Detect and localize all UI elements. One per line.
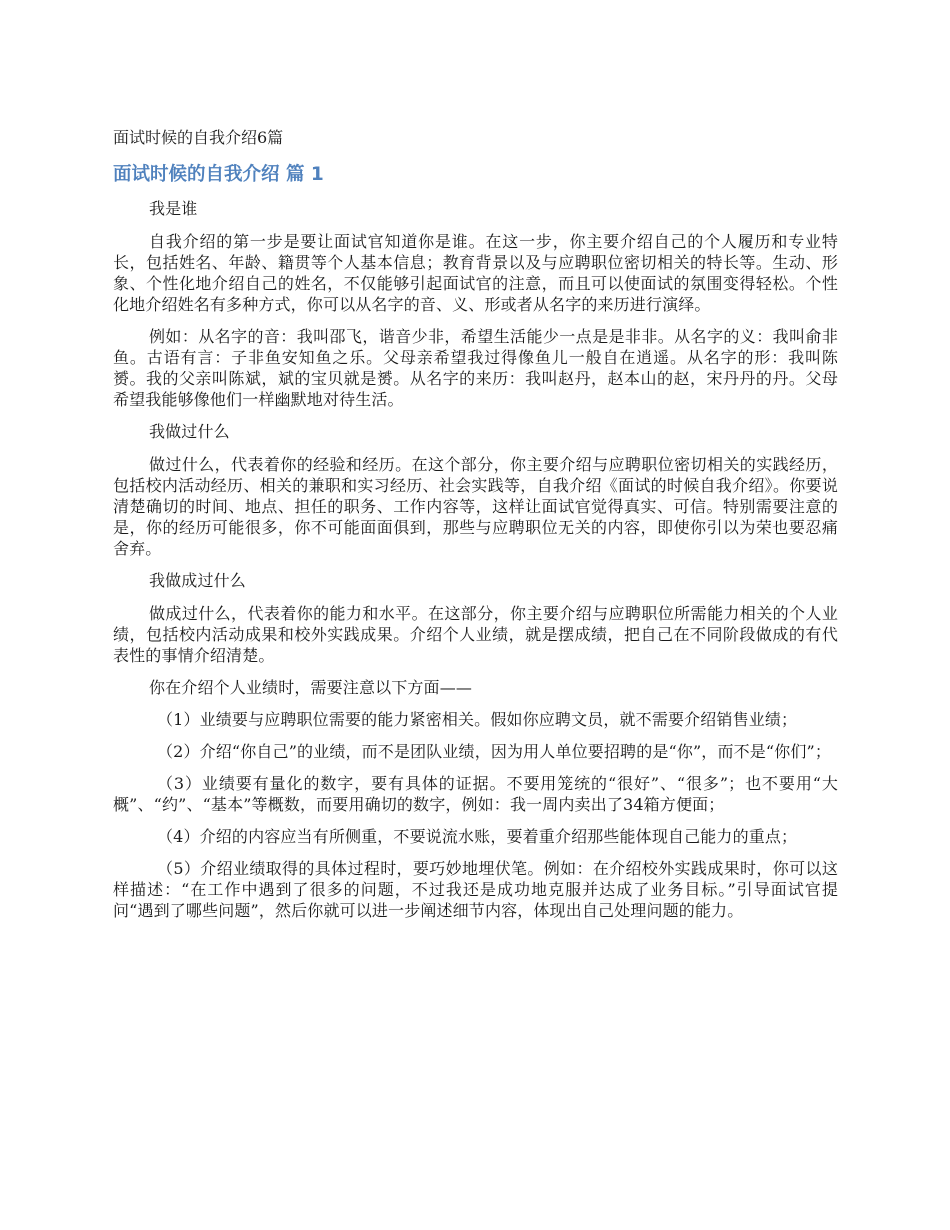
list-item: （5）介绍业绩取得的具体过程时，要巧妙地埋伏笔。例如：在介绍校外实践成果时，你可以这样描述：“在工作中遇到了很多的问题，不过我还是成功地克服并达成了业务目标。”引导面试官提问“遇到了哪些问题”，然后你就可以进一步阐述细节内容，体现出自己处理问题的能力。 [113,859,838,920]
subheading-what-i-did: 我做过什么 [149,422,230,441]
list-item: （4）介绍的内容应当有所侧重，不要说流水账，要着重介绍那些能体现自己能力的重点； [157,827,798,846]
list-item: （1）业绩要与应聘职位需要的能力紧密相关。假如你应聘文员，就不需要介绍销售业绩； [157,710,798,729]
subheading-what-i-achieved: 我做成过什么 [149,571,246,590]
paragraph: 例如：从名字的音：我叫邵飞，谐音少非，希望生活能少一点是是非非。从名字的义：我叫俞非鱼。古语有言：子非鱼安知鱼之乐。父母亲希望我过得像鱼儿一般自在逍遥。从名字的形：我叫陈赟。我的父亲叫陈斌，斌的宝贝就是赟。从名字的来历：我叫赵丹，赵本山的赵，宋丹丹的丹。父母希望我能够像他们一样幽默地对待生活。 [113,327,838,409]
paragraph: 你在介绍个人业绩时，需要注意以下方面—— [149,678,473,697]
paragraph: 做成过什么，代表着你的能力和水平。在这部分，你主要介绍与应聘职位所需能力相关的个人业绩，包括校内活动成果和校外实践成果。介绍个人业绩，就是摆成绩，把自己在不同阶段做成的有代表性的事情介绍清楚。 [113,604,838,665]
subheading-who-am-i: 我是谁 [149,199,198,218]
section-heading: 面试时候的自我介绍 篇 1 [113,164,324,185]
paragraph: 自我介绍的第一步是要让面试官知道你是谁。在这一步，你主要介绍自己的个人履历和专业特长，包括姓名、年龄、籍贯等个人基本信息；教育背景以及与应聘职位密切相关的特长等。生动、形象、个性化地介绍自己的姓名，不仅能够引起面试官的注意，而且可以使面试的氛围变得轻松。个性化地介绍姓名有多种方式，你可以从名字的音、义、形或者从名字的来历进行演绎。 [113,232,838,314]
list-item: （3）业绩要有量化的数字，要有具体的证据。不要用笼统的“很好”、“很多”；也不要用“大概”、“约”、“基本”等概数，而要用确切的数字，例如：我一周内卖出了34箱方便面； [113,774,838,814]
list-item: （2）介绍“你自己”的业绩，而不是团队业绩，因为用人单位要招聘的是“你”，而不是“你们”； [157,742,832,761]
document-page [113,126,838,932]
document-title: 面试时候的自我介绍6篇 [113,128,284,147]
paragraph: 做过什么，代表着你的经验和经历。在这个部分，你主要介绍与应聘职位密切相关的实践经历，包括校内活动经历、相关的兼职和实习经历、社会实践等，自我介绍《面试的时候自我介绍》。你要说清楚确切的时间、地点、担任的职务、工作内容等，这样让面试官觉得真实、可信。特别需要注意的是，你的经历可能很多，你不可能面面俱到，那些与应聘职位无关的内容，即使你引以为荣也要忍痛舍弃。 [113,455,838,558]
